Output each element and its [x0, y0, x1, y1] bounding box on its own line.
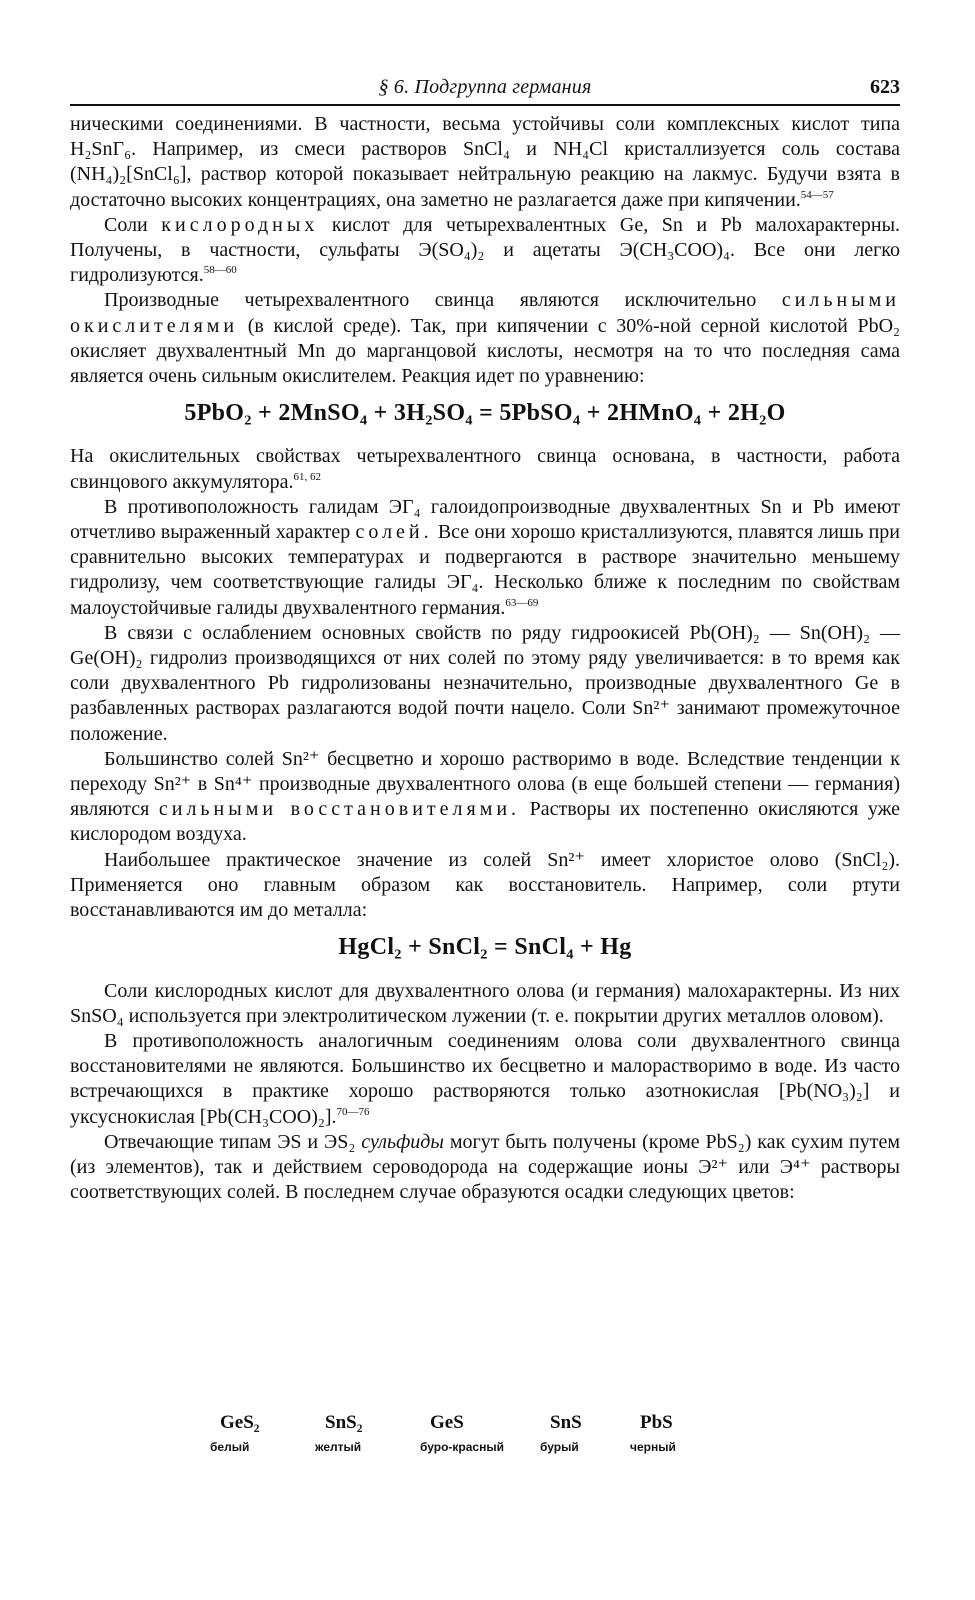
- page-body: [70, 112, 900, 1205]
- paragraph-text: В противоположность аналогичным соединениям олова соли двухвалентного свинца восстановителями не являются. Большинство их бесцветно и малорастворимо в воде. Из часто встречающихся в практике хорошо растворяются только азотнокислая [Pb(NO₃)₂] и уксуснокислая [Pb(CH₃COO)₂].: [70, 1029, 900, 1128]
- emphasis-spaced: сильными восстановителями.: [158, 798, 521, 821]
- reference: 58—60: [203, 264, 237, 277]
- paragraph-text: Отвечающие типам ЭS и ЭS₂: [104, 1130, 356, 1153]
- paragraph: [70, 444, 900, 494]
- paragraph-text: Все они хорошо кристаллизуются, плавятся лишь при сравнительно высоких температурах и подвергаются в растворе значительно меньшему гидролизу, чем соответствующие галиды ЭГ₄. Несколько ближе к последним по свойствам малоустойчивые галиды двухвалентного германия.: [70, 521, 901, 619]
- paragraph-text: В противоположность галидам ЭГ₄ галоидопроизводные двухвалентных Sn и Pb имеют отчетливо выраженный характер: [70, 495, 900, 544]
- paragraph: Соли кислородных кислот для двухвалентного олова (и германия) малохарактерны. Из них SnSO₄ используется при электролитическом лужении (т. е. покрытии других металлов оловом).: [70, 979, 900, 1027]
- paragraph: [70, 1130, 900, 1206]
- paragraph-text: ническими соединениями. В частности, весьма устойчивы соли комплексных кислот типа H₂SnГ₆. Например, из смеси растворов SnCl₄ и NH₄Cl кристаллизуется соль состава (NH₄)₂[SnCl₆], раствор которой показывает нейтральную реакцию на лакмус. Будучи взята в достаточно высоких концентрациях, она заметно не разлагается даже при кипячении.: [70, 113, 900, 211]
- section-title: § 6. Подгруппа германия: [378, 76, 592, 98]
- sulfide-color: бурый: [540, 1440, 579, 1454]
- paragraph: В связи с ослаблением основных свойств по ряду гидроокисей Pb(OH)₂ — Sn(OH)₂ — Ge(OH)₂ гидролиз производящихся от них солей по этому ряду увеличивается: в то время как соли двухвалентного Pb гидролизованы незначительно, производные двухвалентного Ge в разбавленных растворах разлагаются водой почти нацело. Соли Sn²⁺ занимают промежуточное положение.: [70, 621, 900, 745]
- sulfide-formula: SnS₂: [325, 1412, 363, 1433]
- paragraph: [70, 213, 900, 289]
- sulfide-entry: [540, 1412, 640, 1454]
- sulfide-color: буро-красный: [420, 1440, 504, 1454]
- paragraph: [70, 112, 900, 213]
- sulfide-color: белый: [210, 1440, 250, 1454]
- sulfide-color: черный: [630, 1440, 676, 1454]
- paragraph: [70, 288, 900, 389]
- sulfide-entry: [210, 1412, 325, 1454]
- emphasis-spaced: кислородных: [161, 213, 319, 236]
- paragraph-text: (в кислой среде). Так, при кипячении с 30%-ной серной кислотой PbO₂ окисляет двухвалентный Mn до марганцовой кислоты, несмотря на то что последняя сама является очень сильным окислителем. Реакция идет по уравнению:: [70, 314, 901, 388]
- paragraph-text: Соли: [104, 213, 148, 236]
- paragraph-text: Растворы их постепенно окисляются уже кислородом воздуха.: [70, 798, 901, 846]
- paragraph: [70, 495, 900, 621]
- page-header: [70, 76, 900, 106]
- emphasis-spaced: солей.: [355, 521, 433, 544]
- reference: 63—69: [505, 596, 539, 609]
- sulfide-formula: PbS: [640, 1412, 673, 1433]
- paragraph-text: могут быть получены (кроме PbS₂) как сухим путем (из элементов), так и действием сероводорода на содержащие ионы Э²⁺ или Э⁴⁺ растворы соответствующих солей. В последнем случае образуются осадки следующих цветов:: [70, 1130, 901, 1204]
- paragraph: [70, 747, 900, 848]
- sulfide-entry: [420, 1412, 550, 1454]
- sulfide-entry: [315, 1412, 430, 1454]
- reference: 54—57: [800, 188, 834, 201]
- reference: 61, 62: [293, 470, 322, 483]
- page-number: 623: [870, 76, 900, 98]
- equation: 5PbO₂ + 2MnSO₄ + 3H₂SO₄ = 5PbSO₄ + 2HMnO₄ + 2H₂O: [184, 400, 786, 427]
- paragraph-text: Производные четырехвалентного свинца являются исключительно: [104, 289, 757, 312]
- paragraph: Наибольшее практическое значение из солей Sn²⁺ имеет хлористое олово (SnCl₂). Применяется оно главным образом как восстановитель. Например, соли ртути восстанавливаются им до металла:: [70, 848, 900, 922]
- emphasis-spaced: сильными окислителями: [70, 289, 901, 337]
- sulfide-formula: SnS: [550, 1412, 582, 1433]
- emphasis-italic: сульфиды: [361, 1130, 444, 1153]
- paragraph: [70, 1029, 900, 1130]
- paragraph-text: Большинство солей Sn²⁺ бесцветно и хорошо растворимо в воде. Вследствие тенденции к переходу Sn²⁺ в Sn⁴⁺ производные двухвалентного олова (в еще большей степени — германия) являются: [70, 747, 900, 821]
- sulfide-color-table: [210, 1412, 740, 1454]
- reference: 70—76: [336, 1105, 370, 1118]
- paragraph-text: кислот для четырехвалентных Ge, Sn и Pb малохарактерны. Получены, в частности, сульфаты Э(SO₄)₂ и ацетаты Э(CH₃COO)₄. Все они легко гидролизуются.: [70, 213, 901, 287]
- sulfide-color: желтый: [315, 1440, 362, 1454]
- equation: HgCl₂ + SnCl₂ = SnCl₄ + Hg: [338, 934, 632, 961]
- sulfide-entry: [630, 1412, 740, 1454]
- sulfide-formula: GeS₂: [220, 1412, 260, 1433]
- sulfide-formula: GeS: [430, 1412, 464, 1433]
- paragraph-text: На окислительных свойствах четырехвалентного свинца основана, в частности, работа свинцового аккумулятора.: [70, 445, 900, 493]
